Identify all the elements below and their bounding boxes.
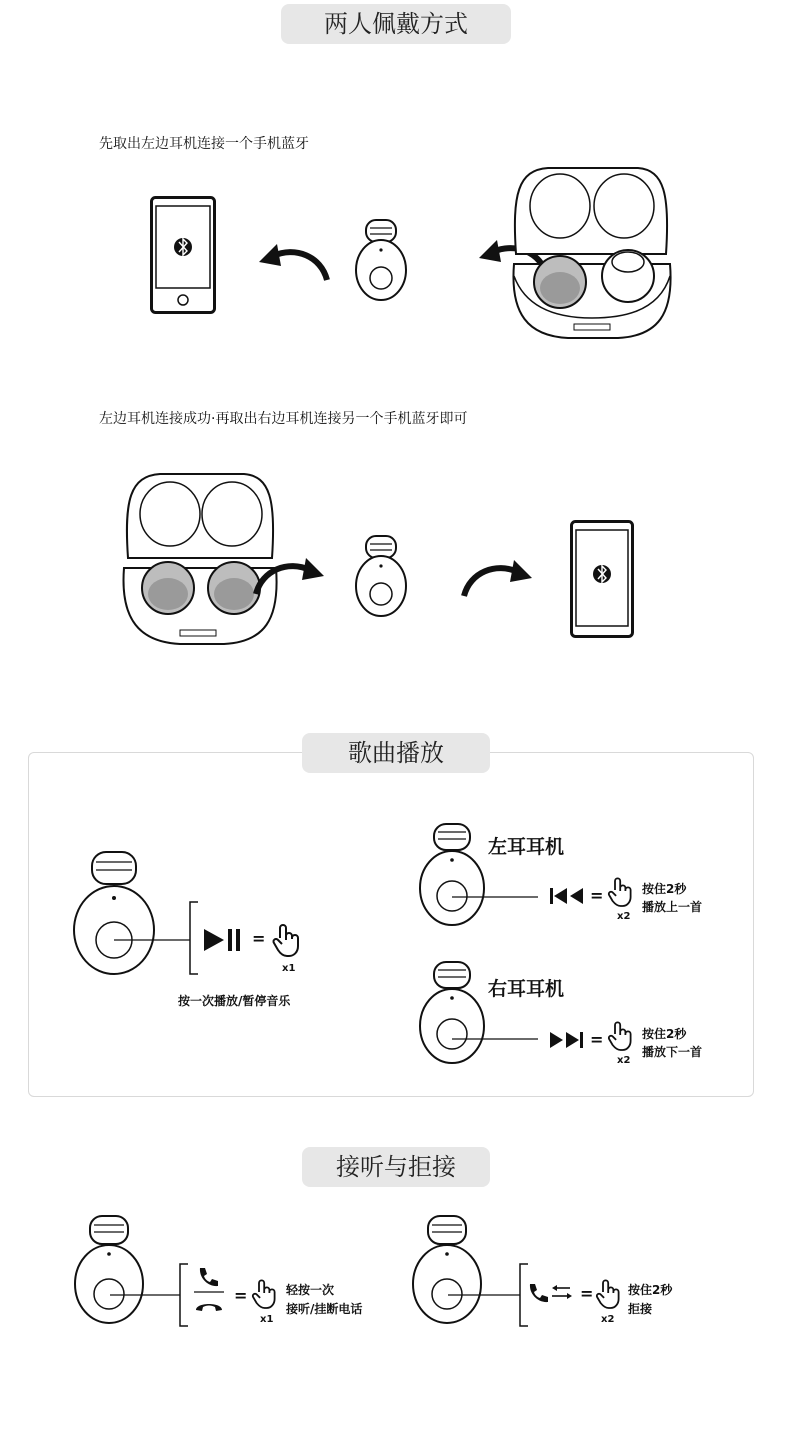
earbud-icon bbox=[352, 534, 412, 618]
press-count: x2 bbox=[617, 1055, 631, 1066]
press-count: x2 bbox=[617, 911, 631, 922]
smartphone-right bbox=[570, 520, 634, 638]
play-pause-icon bbox=[204, 928, 244, 952]
bluetooth-icon bbox=[593, 565, 611, 583]
earbud-icon bbox=[416, 822, 488, 928]
tap-hand-icon bbox=[608, 1020, 634, 1052]
left-hold-text: 按住2秒 bbox=[642, 882, 687, 896]
answer-action-text: 接听/挂断电话 bbox=[286, 1302, 363, 1316]
earbud-icon bbox=[416, 960, 488, 1066]
charging-case-icon bbox=[508, 164, 674, 344]
phone-swap-icon bbox=[528, 1282, 574, 1308]
play-pause-caption: 按一次播放/暂停音乐 bbox=[178, 994, 291, 1008]
step2-caption: 左边耳机连接成功·再取出右边耳机连接另一个手机蓝牙即可 bbox=[99, 411, 468, 427]
answer-press-text: 轻按一次 bbox=[286, 1283, 335, 1297]
equals-sign: = bbox=[590, 886, 604, 905]
press-count: x1 bbox=[260, 1314, 274, 1325]
phone-hangup-icon bbox=[194, 1298, 224, 1314]
pointer-line bbox=[110, 1262, 190, 1328]
pointer-line bbox=[452, 896, 540, 900]
equals-sign: = bbox=[580, 1284, 594, 1303]
section-title-playback: 歌曲播放 bbox=[302, 733, 490, 773]
phone-answer-icon bbox=[196, 1266, 220, 1288]
bluetooth-icon bbox=[174, 238, 192, 256]
pointer-line bbox=[448, 1262, 528, 1328]
reject-hold-text: 按住2秒 bbox=[628, 1283, 673, 1297]
equals-sign: = bbox=[252, 929, 266, 948]
tap-hand-icon bbox=[252, 1278, 278, 1310]
tap-hand-icon bbox=[596, 1278, 622, 1310]
press-count: x2 bbox=[601, 1314, 615, 1325]
divider bbox=[194, 1291, 224, 1294]
right-hold-text: 按住2秒 bbox=[642, 1027, 687, 1041]
pointer-line bbox=[114, 900, 204, 976]
left-action-text: 播放上一首 bbox=[642, 900, 703, 914]
tap-hand-icon bbox=[608, 876, 634, 908]
equals-sign: = bbox=[234, 1286, 248, 1305]
section-title-calls: 接听与拒接 bbox=[302, 1147, 490, 1187]
left-earbud-title: 左耳耳机 bbox=[488, 836, 565, 858]
previous-track-icon bbox=[550, 887, 584, 905]
step1-caption: 先取出左边耳机连接一个手机蓝牙 bbox=[99, 136, 309, 152]
right-earbud-title: 右耳耳机 bbox=[488, 978, 565, 1000]
equals-sign: = bbox=[590, 1030, 604, 1049]
right-action-text: 播放下一首 bbox=[642, 1045, 703, 1059]
smartphone-left bbox=[150, 196, 216, 314]
curved-arrow-icon bbox=[255, 238, 335, 288]
next-track-icon bbox=[550, 1031, 584, 1049]
press-count: x1 bbox=[282, 963, 296, 974]
pointer-line bbox=[452, 1038, 540, 1042]
section-title-two-person: 两人佩戴方式 bbox=[281, 4, 511, 44]
tap-hand-icon bbox=[272, 922, 302, 958]
earbud-icon bbox=[352, 218, 412, 302]
curved-arrow-icon bbox=[250, 554, 330, 604]
curved-arrow-icon bbox=[458, 554, 538, 604]
reject-action-text: 拒接 bbox=[628, 1302, 653, 1316]
